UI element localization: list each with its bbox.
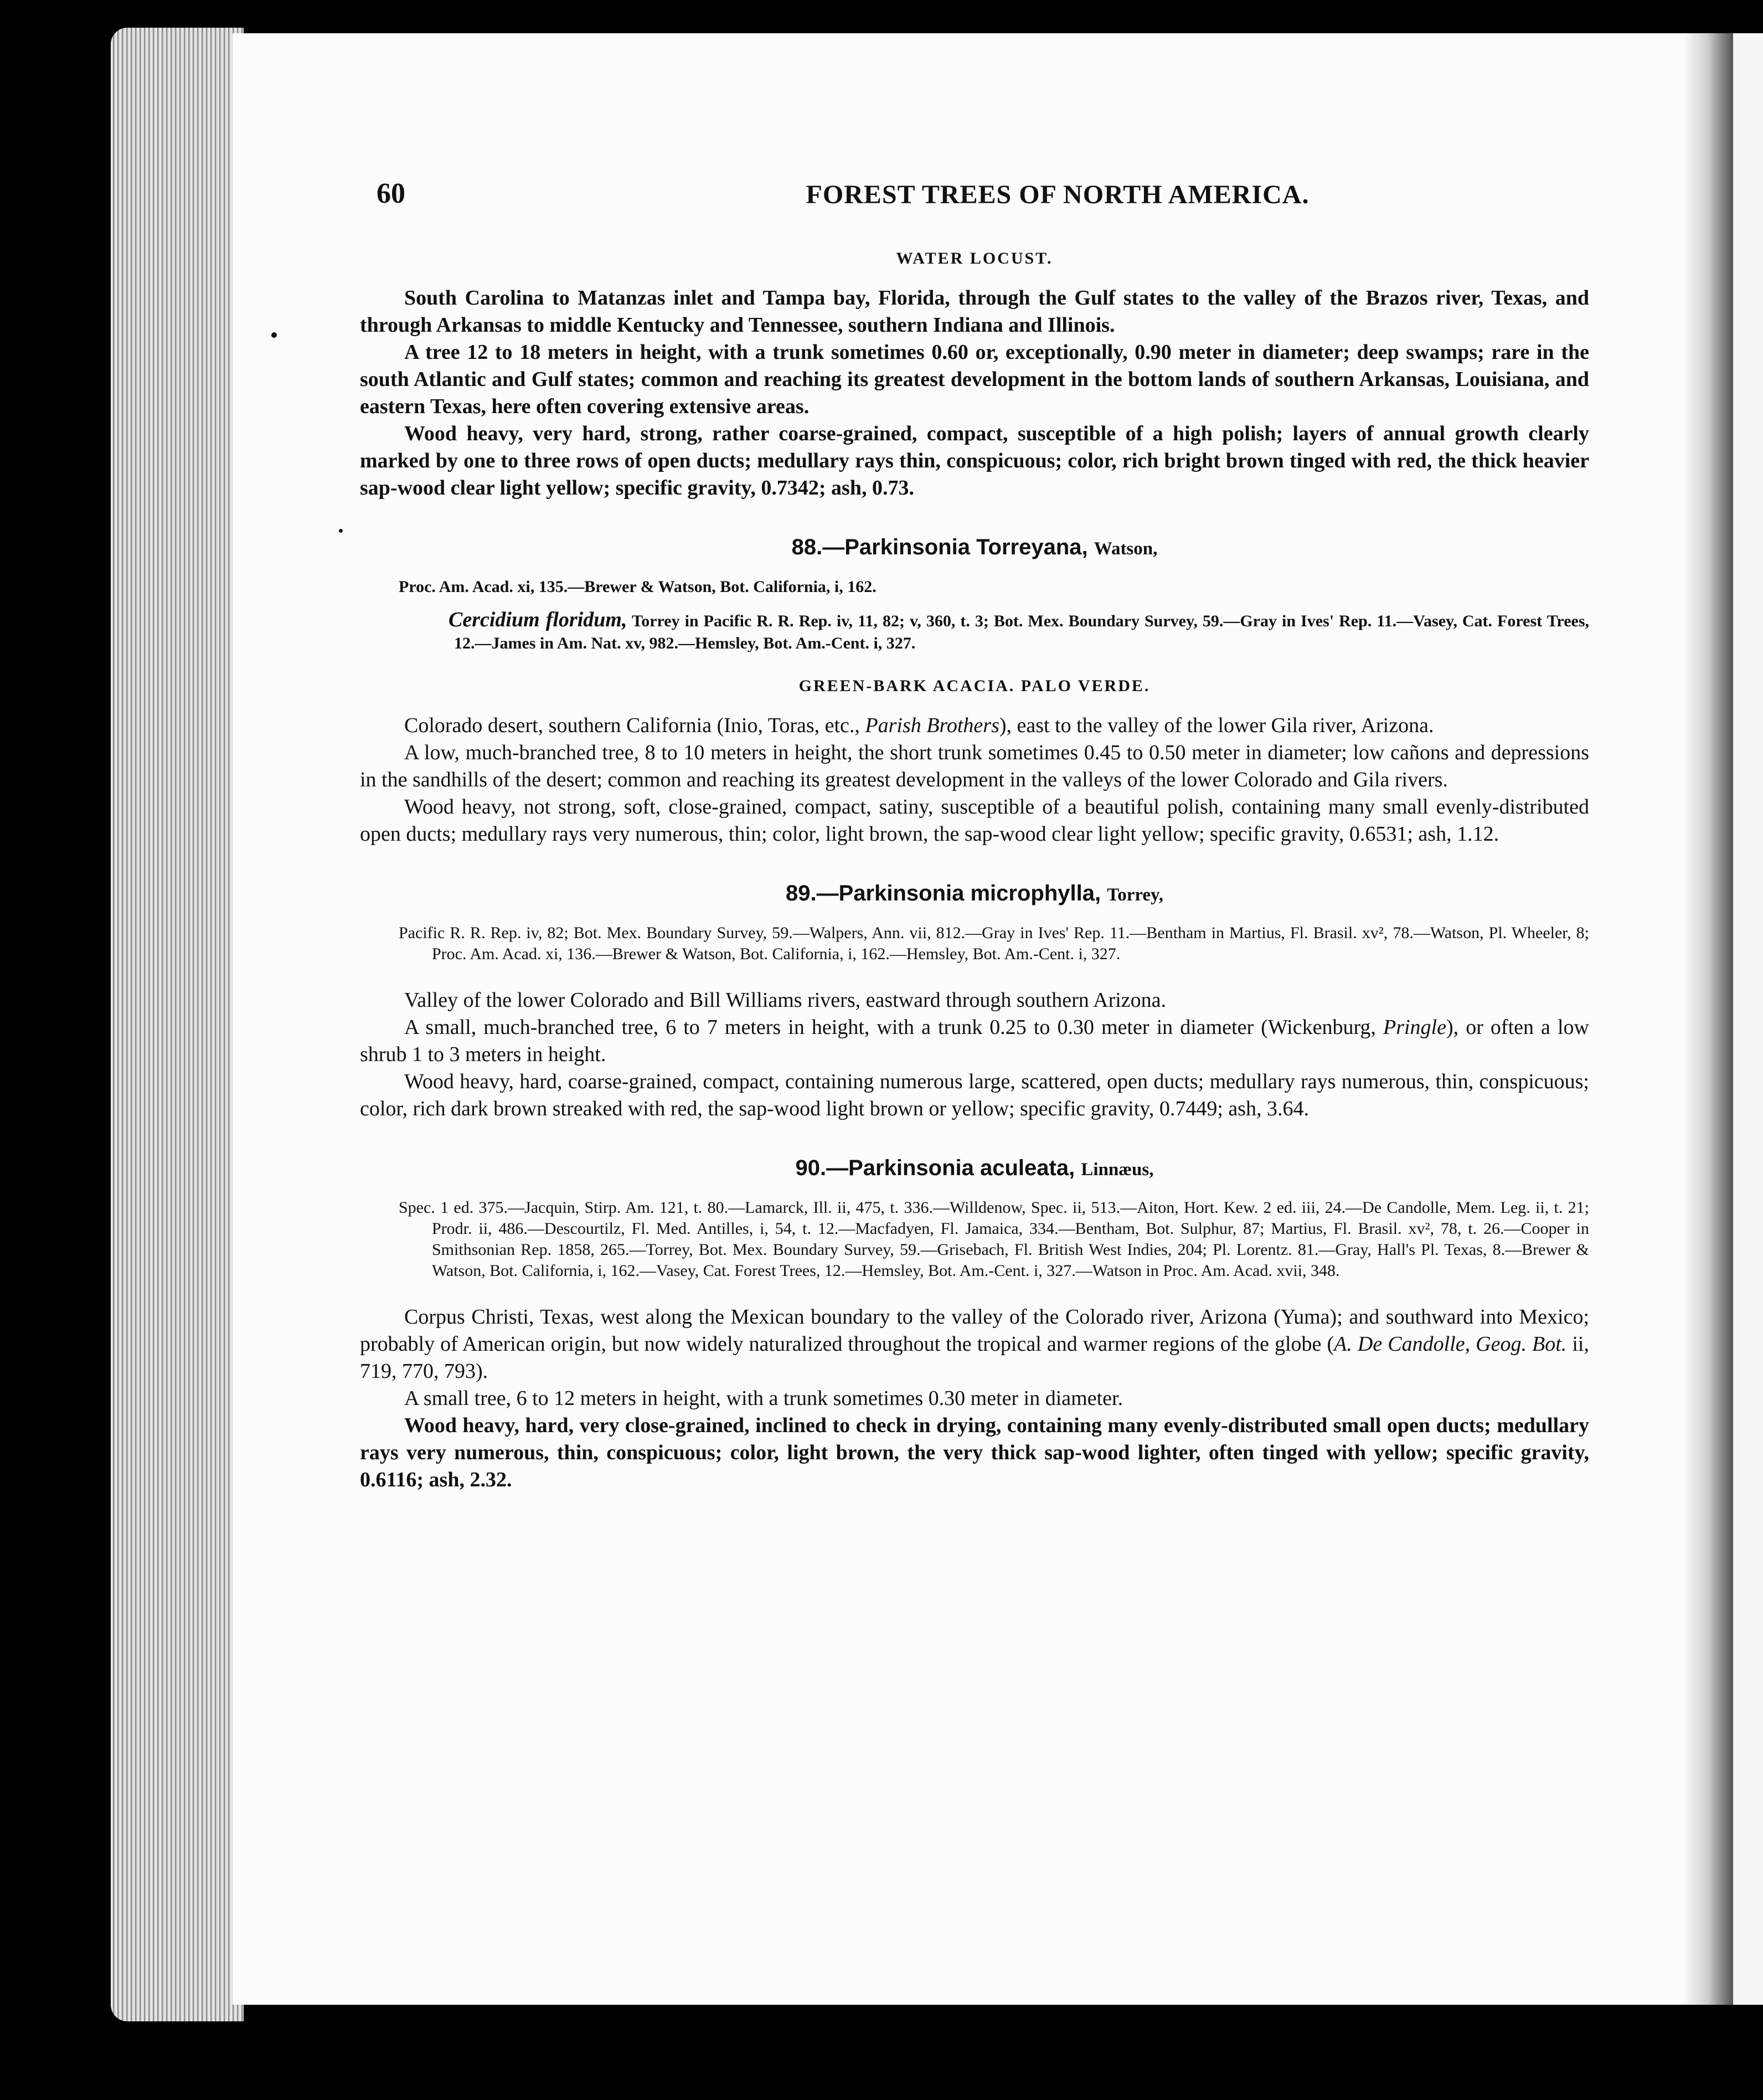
- habit-paragraph: A tree 12 to 18 meters in height, with a trunk sometimes 0.60 or, exceptionally, 0.90 meter in diameter; deep swamps; rare in the south Atlantic and Gulf states; common and reaching its greatest development in the bottom lands of southern Arkansas, Louisiana, and eastern Texas, here often covering extensive areas.: [360, 341, 1589, 418]
- species-heading-89: [360, 881, 1589, 906]
- common-name-palo-verde: GREEN-BARK ACACIA. PALO VERDE.: [798, 677, 1151, 695]
- wood-paragraph: Wood heavy, not strong, soft, close-grained, compact, satiny, susceptible of a beautiful polish, containing many small evenly-distributed open ducts; medullary rays very numerous, thin; color, light brown, the sap-wood clear light yellow; specific gravity, 0.6531; ash, 1.12.: [360, 795, 1589, 846]
- scan-speck: [271, 332, 277, 338]
- synonym-references: Torrey in Pacific R. R. Rep. iv, 11, 82; v, 360, t. 3; Bot. Mex. Boundary Survey, 59.—Gray in Ives' Rep. 11.—Vasey, Cat. Forest Trees, 12.—James in Am. Nat. xv, 982.—Hemsley, Bot. Am.-Cent. i, 327.: [454, 612, 1589, 652]
- common-name-water-locust: WATER LOCUST.: [896, 249, 1053, 267]
- book-page-edges: [111, 28, 244, 2021]
- species-author: Torrey,: [1107, 885, 1163, 905]
- species-name: Parkinsonia Torreyana,: [844, 535, 1088, 559]
- collector-name: Parish Brothers: [865, 714, 999, 737]
- wood-paragraph: Wood heavy, hard, coarse-grained, compact, containing numerous large, scattered, open ducts; medullary rays numerous, thin, conspicuous; color, rich dark brown streaked with red, the sap-wood light brown or yellow; specific gravity, 0.7449; ash, 3.64.: [360, 1070, 1589, 1120]
- wood-paragraph: Wood heavy, very hard, strong, rather coarse-grained, compact, susceptible of a high polish; layers of annual growth clearly marked by one to three rows of open ducts; medullary rays thin, conspicuous; color, rich bright brown tinged with red, the thick heavier sap-wood clear light yellow; specific gravity, 0.7342; ash, 0.73.: [360, 422, 1589, 500]
- species-author: Linnæus,: [1081, 1160, 1154, 1180]
- running-title: FOREST TREES OF NORTH AMERICA.: [806, 180, 1310, 209]
- habit-paragraph: A low, much-branched tree, 8 to 10 meters in height, the short trunk sometimes 0.45 to 0.50 meter in diameter; low cañons and depressions in the sandhills of the desert; common and reaching its greatest development in the valleys of the lower Colorado and Gila rivers.: [360, 741, 1589, 791]
- habit-paragraph: A small tree, 6 to 12 meters in height, with a trunk sometimes 0.30 meter in diameter.: [404, 1387, 1123, 1410]
- species-heading-88: [360, 535, 1589, 560]
- range-paragraph: South Carolina to Matanzas inlet and Tampa bay, Florida, through the Gulf states to the valley of the Brazos river, Texas, and through Arkansas to middle Kentucky and Tennessee, southern Indiana and Illinois.: [360, 286, 1589, 337]
- species-number: 89.—: [786, 881, 839, 905]
- species-heading-90: [360, 1156, 1589, 1181]
- species-name: Parkinsonia microphylla,: [838, 881, 1101, 905]
- range-paragraph: [360, 1304, 1589, 1385]
- range-text: ii, 719, 770, 793).: [360, 1332, 1589, 1383]
- citation-italic: A. De Candolle, Geog. Bot.: [1334, 1332, 1567, 1356]
- species-name: Parkinsonia aculeata,: [848, 1156, 1075, 1180]
- references-89: Pacific R. R. Rep. iv, 82; Bot. Mex. Boundary Survey, 59.—Walpers, Ann. vii, 812.—Gray in Ives' Rep. 11.—Bentham in Martius, Fl. Brasil. xv², 78.—Watson, Pl. Wheeler, 8; Proc. Am. Acad. xi, 136.—Brewer & Watson, Bot. California, i, 162.—Hemsley, Bot. Am.-Cent. i, 327.: [399, 924, 1589, 963]
- range-paragraph: [360, 712, 1589, 739]
- page-number: 60: [377, 178, 405, 209]
- range-text: ), east to the valley of the lower Gila river, Arizona.: [999, 714, 1434, 737]
- wood-paragraph: Wood heavy, hard, very close-grained, inclined to check in drying, containing many evenly-distributed small open ducts; medullary rays very numerous, thin, conspicuous; color, light brown, the very thick sap-wood lighter, often tinged with yellow; specific gravity, 0.6116; ash, 2.32.: [360, 1414, 1589, 1491]
- species-number: 90.—: [795, 1156, 849, 1180]
- synonymy-88: [360, 609, 1589, 655]
- range-text: Colorado desert, southern California (Inio, Toras, etc.,: [404, 714, 865, 737]
- collector-name: Pringle: [1383, 1016, 1446, 1039]
- range-text: Corpus Christi, Texas, west along the Mexican boundary to the valley of the Colorado river, Arizona (Yuma); and southward into Mexico; probably of American origin, but now widely naturalized throughout the tropical and warmer regions of the globe (: [360, 1305, 1589, 1356]
- habit-text: A small, much-branched tree, 6 to 7 meters in height, with a trunk 0.25 to 0.30 meter in diameter (Wickenburg,: [404, 1016, 1383, 1039]
- synonym-name: Cercidium floridum,: [449, 608, 627, 631]
- habit-text: ), or often a low shrub 1 to 3 meters in height.: [360, 1016, 1589, 1066]
- running-head: [360, 166, 1589, 216]
- page-content: [360, 166, 1589, 1494]
- scan-speck: [339, 529, 343, 533]
- species-number: 88.—: [791, 535, 845, 559]
- habit-paragraph: [360, 1014, 1589, 1068]
- facing-page-strip: [1733, 33, 1763, 2005]
- range-paragraph: Valley of the lower Colorado and Bill Williams rivers, eastward through southern Arizona.: [404, 989, 1167, 1012]
- references-88: Proc. Am. Acad. xi, 135.—Brewer & Watson, Bot. California, i, 162.: [399, 578, 877, 596]
- references-90: Spec. 1 ed. 375.—Jacquin, Stirp. Am. 121, t. 80.—Lamarck, Ill. ii, 475, t. 336.—Willdenow, Spec. ii, 513.—Aiton, Hort. Kew. 2 ed. iii, 24.—De Candolle, Mem. Leg. ii, t. 21; Prodr. ii, 486.—Descourtilz, Fl. Med. Antilles, i, 54, t. 12.—Macfadyen, Fl. Jamaica, 334.—Bentham, Bot. Sulphur, 87; Martius, Fl. Brasil. xv², 78, t. 26.—Cooper in Smithsonian Rep. 1858, 265.—Torrey, Bot. Mex. Boundary Survey, 59.—Grisebach, Fl. British West Indies, 204; Pl. Lorentz. 81.—Gray, Hall's Pl. Texas, 8.—Brewer & Watson, Bot. California, i, 162.—Vasey, Cat. Forest Trees, 12.—Hemsley, Bot. Am.-Cent. i, 327.—Watson in Proc. Am. Acad. xvii, 348.: [399, 1198, 1589, 1280]
- species-author: Watson,: [1094, 539, 1158, 559]
